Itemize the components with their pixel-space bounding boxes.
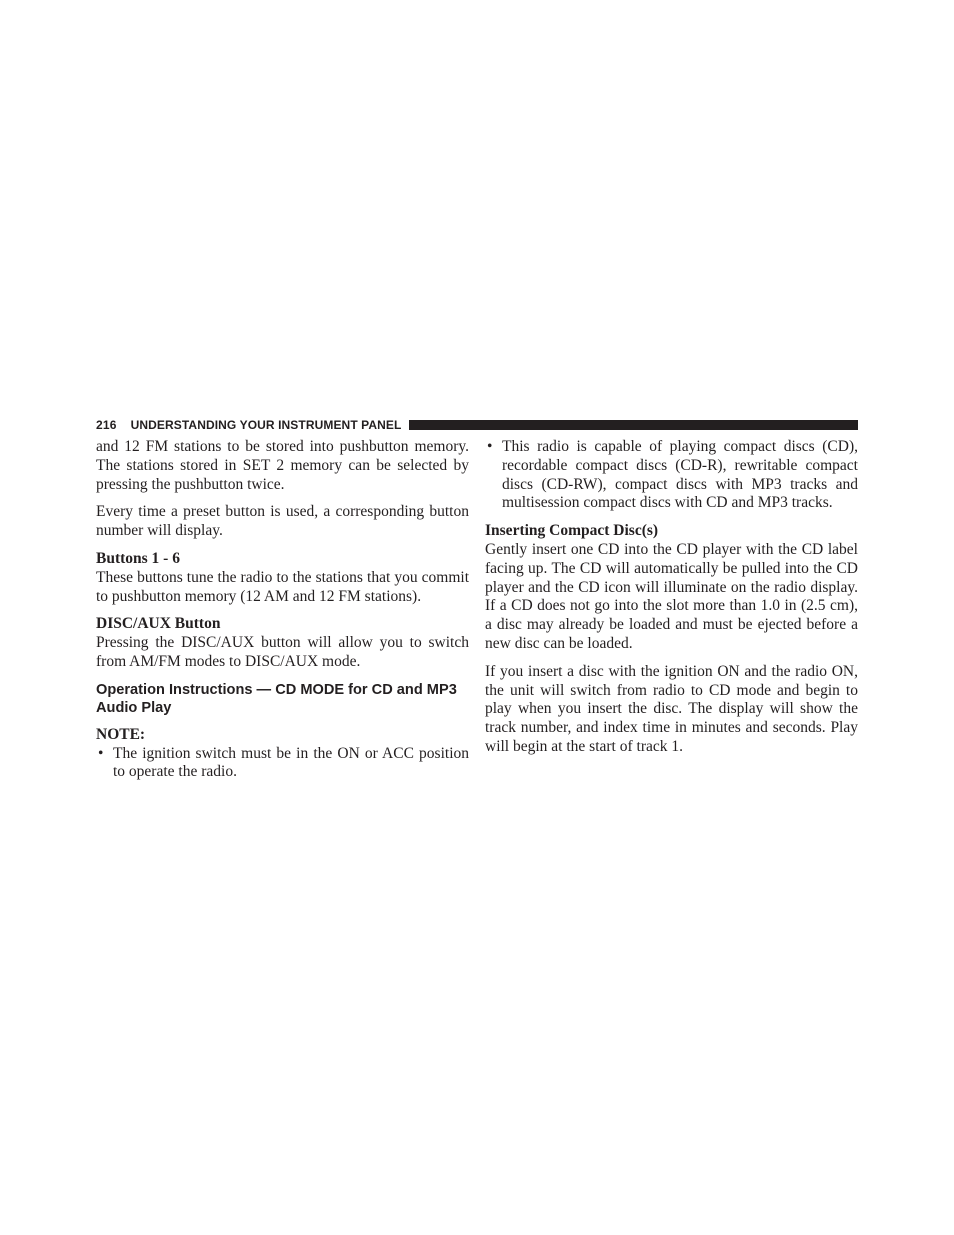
paragraph: These buttons tune the radio to the stations that you commit to pushbutton memory (12 AM and 12 FM stations). <box>96 568 469 605</box>
list-item-text: This radio is capable of playing compact discs (CD), recordable compact discs (CD-R), rewritable compact discs (CD-RW), compact discs with MP3 tracks and multisession compact discs with CD and MP3 tracks. <box>502 438 858 512</box>
bullet-icon: • <box>487 438 493 455</box>
list-item-text: The ignition switch must be in the ON or ACC position to operate the radio. <box>113 744 469 781</box>
heading-inserting-compact-discs: Inserting Compact Disc(s) <box>485 522 659 540</box>
header-rule <box>409 420 858 430</box>
list-item <box>96 745 469 783</box>
left-column <box>96 438 469 791</box>
paragraph: and 12 FM stations to be stored into pushbutton memory. The stations stored in SET 2 memory can be selected by pressing the pushbutton twice. <box>96 438 469 493</box>
paragraph: Gently insert one CD into the CD player with the CD label facing up. The CD will automatically be pulled into the CD player and the CD icon will illuminate on the radio display. If a CD does not go into the slot more than 1.0 in (2.5 cm), a disc may already be loaded and must be ejected before a new disc can be loaded. <box>485 540 858 652</box>
right-column <box>485 438 858 766</box>
heading-operation-instructions: Operation Instructions — CD MODE for CD and MP3 Audio Play <box>96 681 457 716</box>
page-number: 216 <box>96 418 117 432</box>
note-list <box>96 745 469 783</box>
page-header <box>96 416 858 434</box>
list-item <box>485 438 858 513</box>
section-title: UNDERSTANDING YOUR INSTRUMENT PANEL <box>130 418 402 432</box>
heading-disc-aux-button: DISC/AUX Button <box>96 615 221 633</box>
bullet-list <box>485 438 858 513</box>
heading-buttons-1-6: Buttons 1 - 6 <box>96 549 180 567</box>
paragraph: Every time a preset button is used, a corresponding button number will display. <box>96 503 469 540</box>
bullet-icon: • <box>98 744 104 762</box>
paragraph: Pressing the DISC/AUX button will allow you to switch from AM/FM modes to DISC/AUX mode. <box>96 634 469 670</box>
paragraph: If you insert a disc with the ignition ON and the radio ON, the unit will switch from radio to CD mode and begin to play when you insert the disc. The display will show the track number, and index time in minutes and seconds. Play will begin at the start of track 1. <box>485 662 858 755</box>
note-label: NOTE: <box>96 725 146 743</box>
